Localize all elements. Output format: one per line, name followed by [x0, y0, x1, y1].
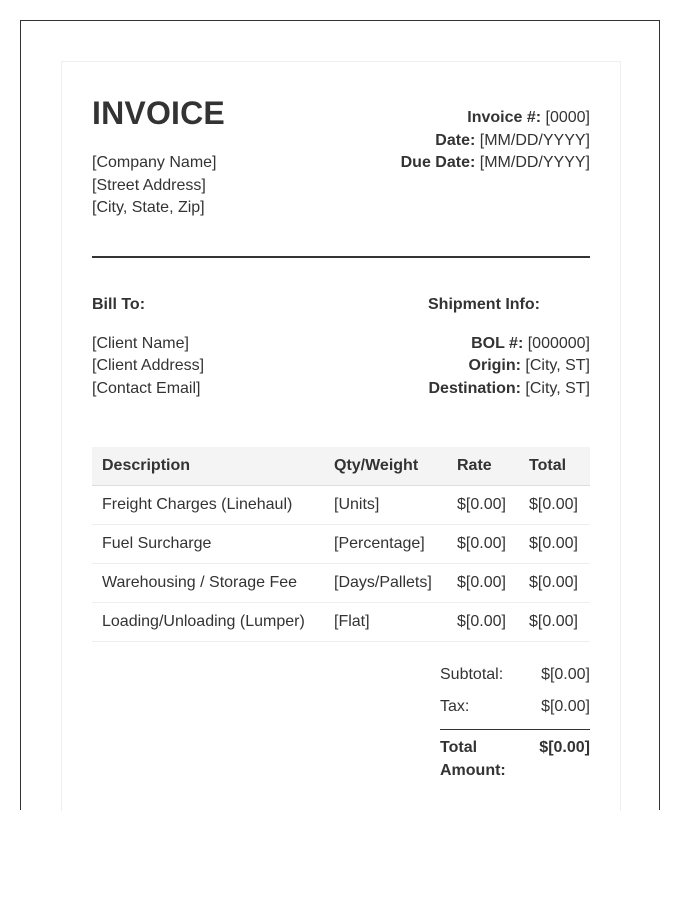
- column-header-rate: Rate: [447, 447, 519, 486]
- invoice-date-line: [401, 130, 590, 153]
- client-name: [Client Name]: [92, 334, 189, 352]
- item-description: Freight Charges (Linehaul): [92, 486, 324, 525]
- shipment-section: [428, 295, 590, 401]
- origin-line: [428, 355, 590, 378]
- due-date-value: [MM/DD/YYYY]: [479, 154, 590, 171]
- tax-row: [440, 697, 590, 717]
- column-header-description: Description: [92, 447, 324, 486]
- invoice-number-value: [0000]: [545, 109, 590, 126]
- bol-value: [000000]: [527, 334, 590, 352]
- destination-value: [City, ST]: [525, 379, 590, 397]
- tax-value: $[0.00]: [541, 698, 590, 715]
- invoice-number-label: Invoice #:: [467, 109, 542, 126]
- origin-label: Origin:: [468, 357, 521, 374]
- company-city: [City, State, Zip]: [92, 199, 205, 216]
- parties-section: [92, 295, 590, 401]
- item-rate: $[0.00]: [447, 603, 519, 642]
- item-description: Fuel Surcharge: [92, 525, 324, 564]
- company-section: [92, 90, 225, 220]
- total-amount-label: Total Amount:: [440, 739, 506, 779]
- item-description: Loading/Unloading (Lumper): [92, 603, 324, 642]
- destination-label: Destination:: [428, 379, 521, 397]
- invoice-meta: [401, 90, 590, 175]
- subtotal-label: Subtotal:: [440, 666, 504, 683]
- origin-value: [City, ST]: [525, 357, 590, 374]
- tax-label: Tax:: [440, 698, 470, 715]
- company-name: [Company Name]: [92, 154, 217, 171]
- due-date-label: Due Date:: [400, 154, 476, 171]
- item-qty: [Units]: [324, 486, 447, 525]
- table-row: [92, 564, 590, 603]
- item-total: $[0.00]: [519, 486, 590, 525]
- item-description: Warehousing / Storage Fee: [92, 564, 324, 603]
- item-rate: $[0.00]: [447, 525, 519, 564]
- column-header-total: Total: [519, 447, 590, 486]
- item-qty: [Percentage]: [324, 525, 447, 564]
- table-row: [92, 486, 590, 525]
- invoice-date-value: [MM/DD/YYYY]: [479, 131, 590, 149]
- item-total: $[0.00]: [519, 525, 590, 564]
- invoice-header: [92, 90, 590, 220]
- invoice-content: [92, 90, 590, 794]
- item-rate: $[0.00]: [447, 486, 519, 525]
- subtotal-row: [440, 665, 590, 685]
- shipment-heading: Shipment Info:: [428, 295, 540, 313]
- item-total: $[0.00]: [519, 564, 590, 603]
- company-street: [Street Address]: [92, 176, 206, 194]
- bill-to-lines: [92, 333, 204, 401]
- destination-line: [428, 378, 590, 401]
- bol-line: [428, 333, 590, 356]
- subtotal-value: $[0.00]: [541, 666, 590, 683]
- line-items-table: [92, 447, 590, 642]
- item-rate: $[0.00]: [447, 564, 519, 603]
- bill-to-heading: Bill To:: [92, 295, 146, 313]
- item-total: $[0.00]: [519, 603, 590, 642]
- invoice-number-line: [401, 107, 590, 130]
- total-amount-value: $[0.00]: [539, 739, 590, 756]
- client-address: [Client Address]: [92, 357, 205, 374]
- bill-to-section: [92, 295, 204, 401]
- shipment-lines: [428, 333, 590, 401]
- company-address: [92, 152, 225, 220]
- table-row: [92, 603, 590, 642]
- table-row: [92, 525, 590, 564]
- header-divider: [92, 256, 590, 258]
- client-email: [Contact Email]: [92, 379, 201, 397]
- due-date-line: [401, 152, 590, 175]
- invoice-title: INVOICE: [92, 95, 225, 131]
- total-amount-row: [440, 729, 590, 782]
- totals-section: [440, 665, 590, 782]
- column-header-qty: Qty/Weight: [324, 447, 447, 486]
- bol-label: BOL #:: [471, 334, 524, 352]
- item-qty: [Flat]: [324, 603, 447, 642]
- item-qty: [Days/Pallets]: [324, 564, 447, 603]
- table-header-row: [92, 447, 590, 486]
- invoice-date-label: Date:: [435, 131, 476, 149]
